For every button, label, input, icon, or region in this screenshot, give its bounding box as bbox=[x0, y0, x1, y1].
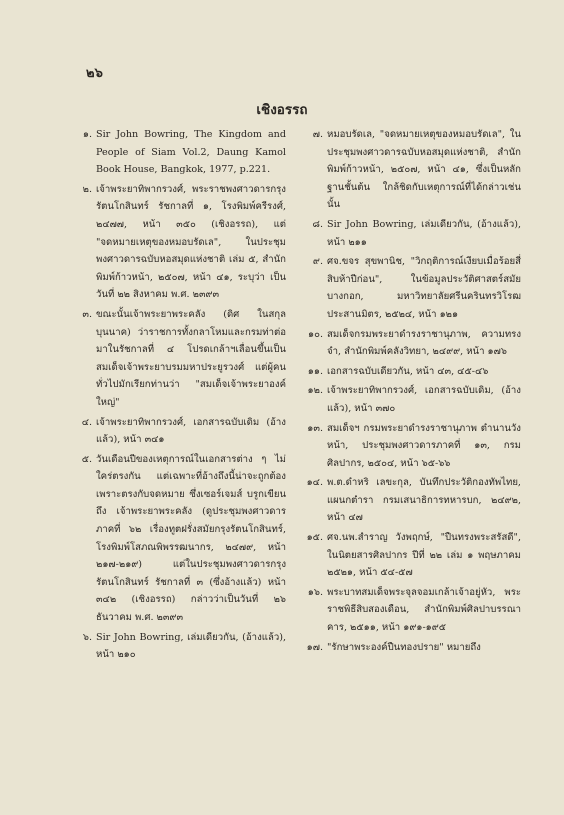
footnote bbox=[299, 420, 521, 473]
footnote-text: เอกสารฉบับเดียวกัน, หน้า ๔๓, ๔๕-๔๖ bbox=[327, 365, 489, 377]
footnote-text: เจ้าพระยาทิพากรวงศ์, เอกสารฉบับเดิม, (อ้างแล้ว), หน้า ๓๗๐ bbox=[327, 385, 521, 414]
footnote bbox=[299, 253, 521, 323]
footnote bbox=[68, 306, 286, 412]
footnote bbox=[68, 451, 286, 627]
footnote-number: ๑๑. bbox=[307, 365, 323, 377]
footnote-number: ๑๒. bbox=[307, 385, 323, 397]
footnote-text: Sir John Bowring, เล่มเดียวกัน, (อ้างแล้ว), หน้า ๒๑๑ bbox=[327, 218, 521, 248]
footnote-number: ๘. bbox=[312, 218, 323, 230]
footnote bbox=[68, 181, 286, 304]
footnote bbox=[299, 474, 521, 527]
page-number: ๒๖ bbox=[86, 66, 103, 81]
footnote bbox=[68, 414, 286, 449]
footnote-text: ศจ.นพ.สำราญ วังพฤกษ์, "ปืนทรงพระสรัสดี", ในนิตยสารศิลปากร ปีที่ ๒๒ เล่ม ๑ พฤษภาคม ๒๕๒๑, หน้า ๕๔-๕๗ bbox=[327, 532, 521, 579]
right-column bbox=[299, 126, 521, 658]
footnote-text: สมเด็จกรมพระยาดำรงราชานุภาพ, ความทรงจำ, สำนักพิมพ์คลังวิทยา, ๒๔๙๙, หน้า ๑๗๖ bbox=[327, 328, 521, 358]
footnote-number: ๑๗. bbox=[306, 641, 323, 653]
footnote bbox=[299, 382, 521, 417]
footnote bbox=[299, 584, 521, 637]
footnote-text: เจ้าพระยาทิพากรวงศ์, พระราชพงศาวดารกรุงรัตนโกสินทร์ รัชกาลที่ ๑, โรงพิมพ์ครีรงศ์, ๒๔๗๗, หน้า ๓๕๐ (เชิงอรรถ), แต่ "จดหมายเหตุของหมอบรัดเล", ในประชุมพงศาวดารฉบับหอสมุดแห่งชาติ เล่ม ๕, สำนักพิมพ์ก้าวหน้า, ๒๕๐๗, หน้า ๔๑, ระบุว่า เป็นวันที่ ๒๒ สิงหาคม พ.ศ. ๒๓๙๓ bbox=[96, 183, 286, 301]
footnote-number: ๑๔. bbox=[306, 477, 323, 489]
footnote bbox=[299, 126, 521, 214]
footnote bbox=[68, 126, 286, 179]
footnote-text: Sir John Bowring, The Kingdom and People of Siam Vol.2, Daung Kamol Book House, Bangkok, 1977, p.221. bbox=[96, 129, 286, 176]
footnote-text: เจ้าพระยาทิพากรวงศ์, เอกสารฉบับเดิม (อ้างแล้ว), หน้า ๓๔๑ bbox=[96, 416, 286, 446]
footnote-number: ๕. bbox=[81, 453, 92, 465]
footnote-number: ๓. bbox=[82, 308, 92, 320]
footnote-number: ๙. bbox=[312, 256, 323, 268]
footnote-text: ศจ.ขจร สุขพานิช, "วิกฤติการณ์เงียบเมื่อร้อยสี่สิบห้าปีก่อน", ในข้อมูลประวัติศาสตร์สมัยบางกอก, มหาวิทยาลัยศรีนครินทรวิโรฒ ประสานมิตร, ๒๕๒๔, หน้า ๑๒๑ bbox=[327, 256, 521, 320]
footnote-text: "รักษาพระองค์ปืนทองปราย" หมายถึง bbox=[327, 641, 481, 653]
footnote-text: ขณะนั้นเจ้าพระยาพระคลัง (ดิศ ในสกุลบุนนาค) ว่าราชการทั้งกลาโหมและกรมท่าต่อมาในรัชกาลที่ ๔ โปรดเกล้าฯเลื่อนขึ้นเป็นสมเด็จเจ้าพระยาบรมมหาประยูรวงศ์ แต่ผู้คนทั่วไปมักเรียกท่านว่า "สมเด็จเจ้าพระยาองค์ใหญ่" bbox=[96, 308, 286, 408]
footnote-text: สมเด็จฯ กรมพระยาดำรงราชานุภาพ ตำนานวังหน้า, ประชุมพงศาวดารภาคที่ ๑๓, กรมศิลปากร, ๒๕๐๔, หน้า ๖๕-๖๖ bbox=[327, 422, 521, 469]
footnote-text: หมอบรัดเล, "จดหมายเหตุของหมอบรัดเล", ในประชุมพงศาวดารฉบับหอสมุดแห่งชาติ, สำนักพิมพ์ก้าวหน้า, ๒๕๐๗, หน้า ๔๑, ซึ่งเป็นหลักฐานชั้นต้น ใกล้ชิดกับเหตุการณ์ที่ได้กล่าวเช่นนั้น bbox=[327, 129, 521, 211]
footnote-text: พระบาทสมเด็จพระจุลจอมเกล้าเจ้าอยู่หัว, พระราชพิธีสิบสองเดือน, สำนักพิมพ์ศิลปาบรรณาคาร, ๒๕๑๑, หน้า ๑๙๑-๑๙๕ bbox=[327, 586, 521, 634]
footnote-text: พ.ต.ดำหริ เลขะกุล, บันทึกประวัติกองทัพไทย, แผนกตำรา กรมเสนาธิการทหารบก, ๒๔๙๒, หน้า ๔๗ bbox=[327, 477, 521, 524]
footnote-number: ๑๓. bbox=[307, 422, 323, 434]
footnote bbox=[299, 326, 521, 361]
left-column bbox=[68, 126, 286, 666]
footnote-number: ๑. bbox=[82, 129, 92, 140]
footnote-number: ๒. bbox=[82, 183, 92, 195]
footnote bbox=[68, 629, 286, 664]
footnote-number: ๖. bbox=[82, 631, 92, 643]
footnote bbox=[299, 363, 521, 381]
footnote bbox=[299, 216, 521, 251]
footnote-number: ๔. bbox=[81, 416, 92, 428]
footnote-number: ๑๐. bbox=[308, 328, 323, 340]
footnote-text: วันเดือนปีของเหตุการณ์ในเอกสารต่าง ๆ ไม่ใคร่ตรงกัน แต่เฉพาะที่อ้างถึงนี้น่าจะถูกต้องเพราะตรงกับจดหมาย ซึ่งเซอร์เจมส์ บรูกเขียนถึง เจ้าพระยาพระคลัง (ดูประชุมพงศาวดารภาคที่ ๖๒ เรื่องทูตฝรั่งสมัยกรุงรัตนโกสินทร์, โรงพิมพ์โสภณพิพรรฒนากร, ๒๔๗๙, หน้า ๒๑๗-๒๑๙) แต่ในประชุมพงศาวดารกรุงรัตนโกสินทร์ รัชกาลที่ ๓ (ซึ่งอ้างแล้ว) หน้า ๓๔๒ (เชิงอรรถ) กล่าวว่าเป็นวันที่ ๒๖ ธันวาคม พ.ศ. ๒๓๙๓ bbox=[96, 453, 286, 624]
footnote-number: ๑๕. bbox=[306, 532, 323, 544]
footnote-number: ๑๖. bbox=[307, 586, 323, 598]
footnote-text: Sir John Bowring, เล่มเดียวกัน, (อ้างแล้ว), หน้า ๒๑๐ bbox=[96, 631, 286, 661]
footnote-number: ๗. bbox=[312, 129, 323, 140]
footnote bbox=[299, 529, 521, 582]
section-heading: เชิงอรรถ bbox=[256, 102, 308, 118]
footnote bbox=[299, 639, 521, 657]
